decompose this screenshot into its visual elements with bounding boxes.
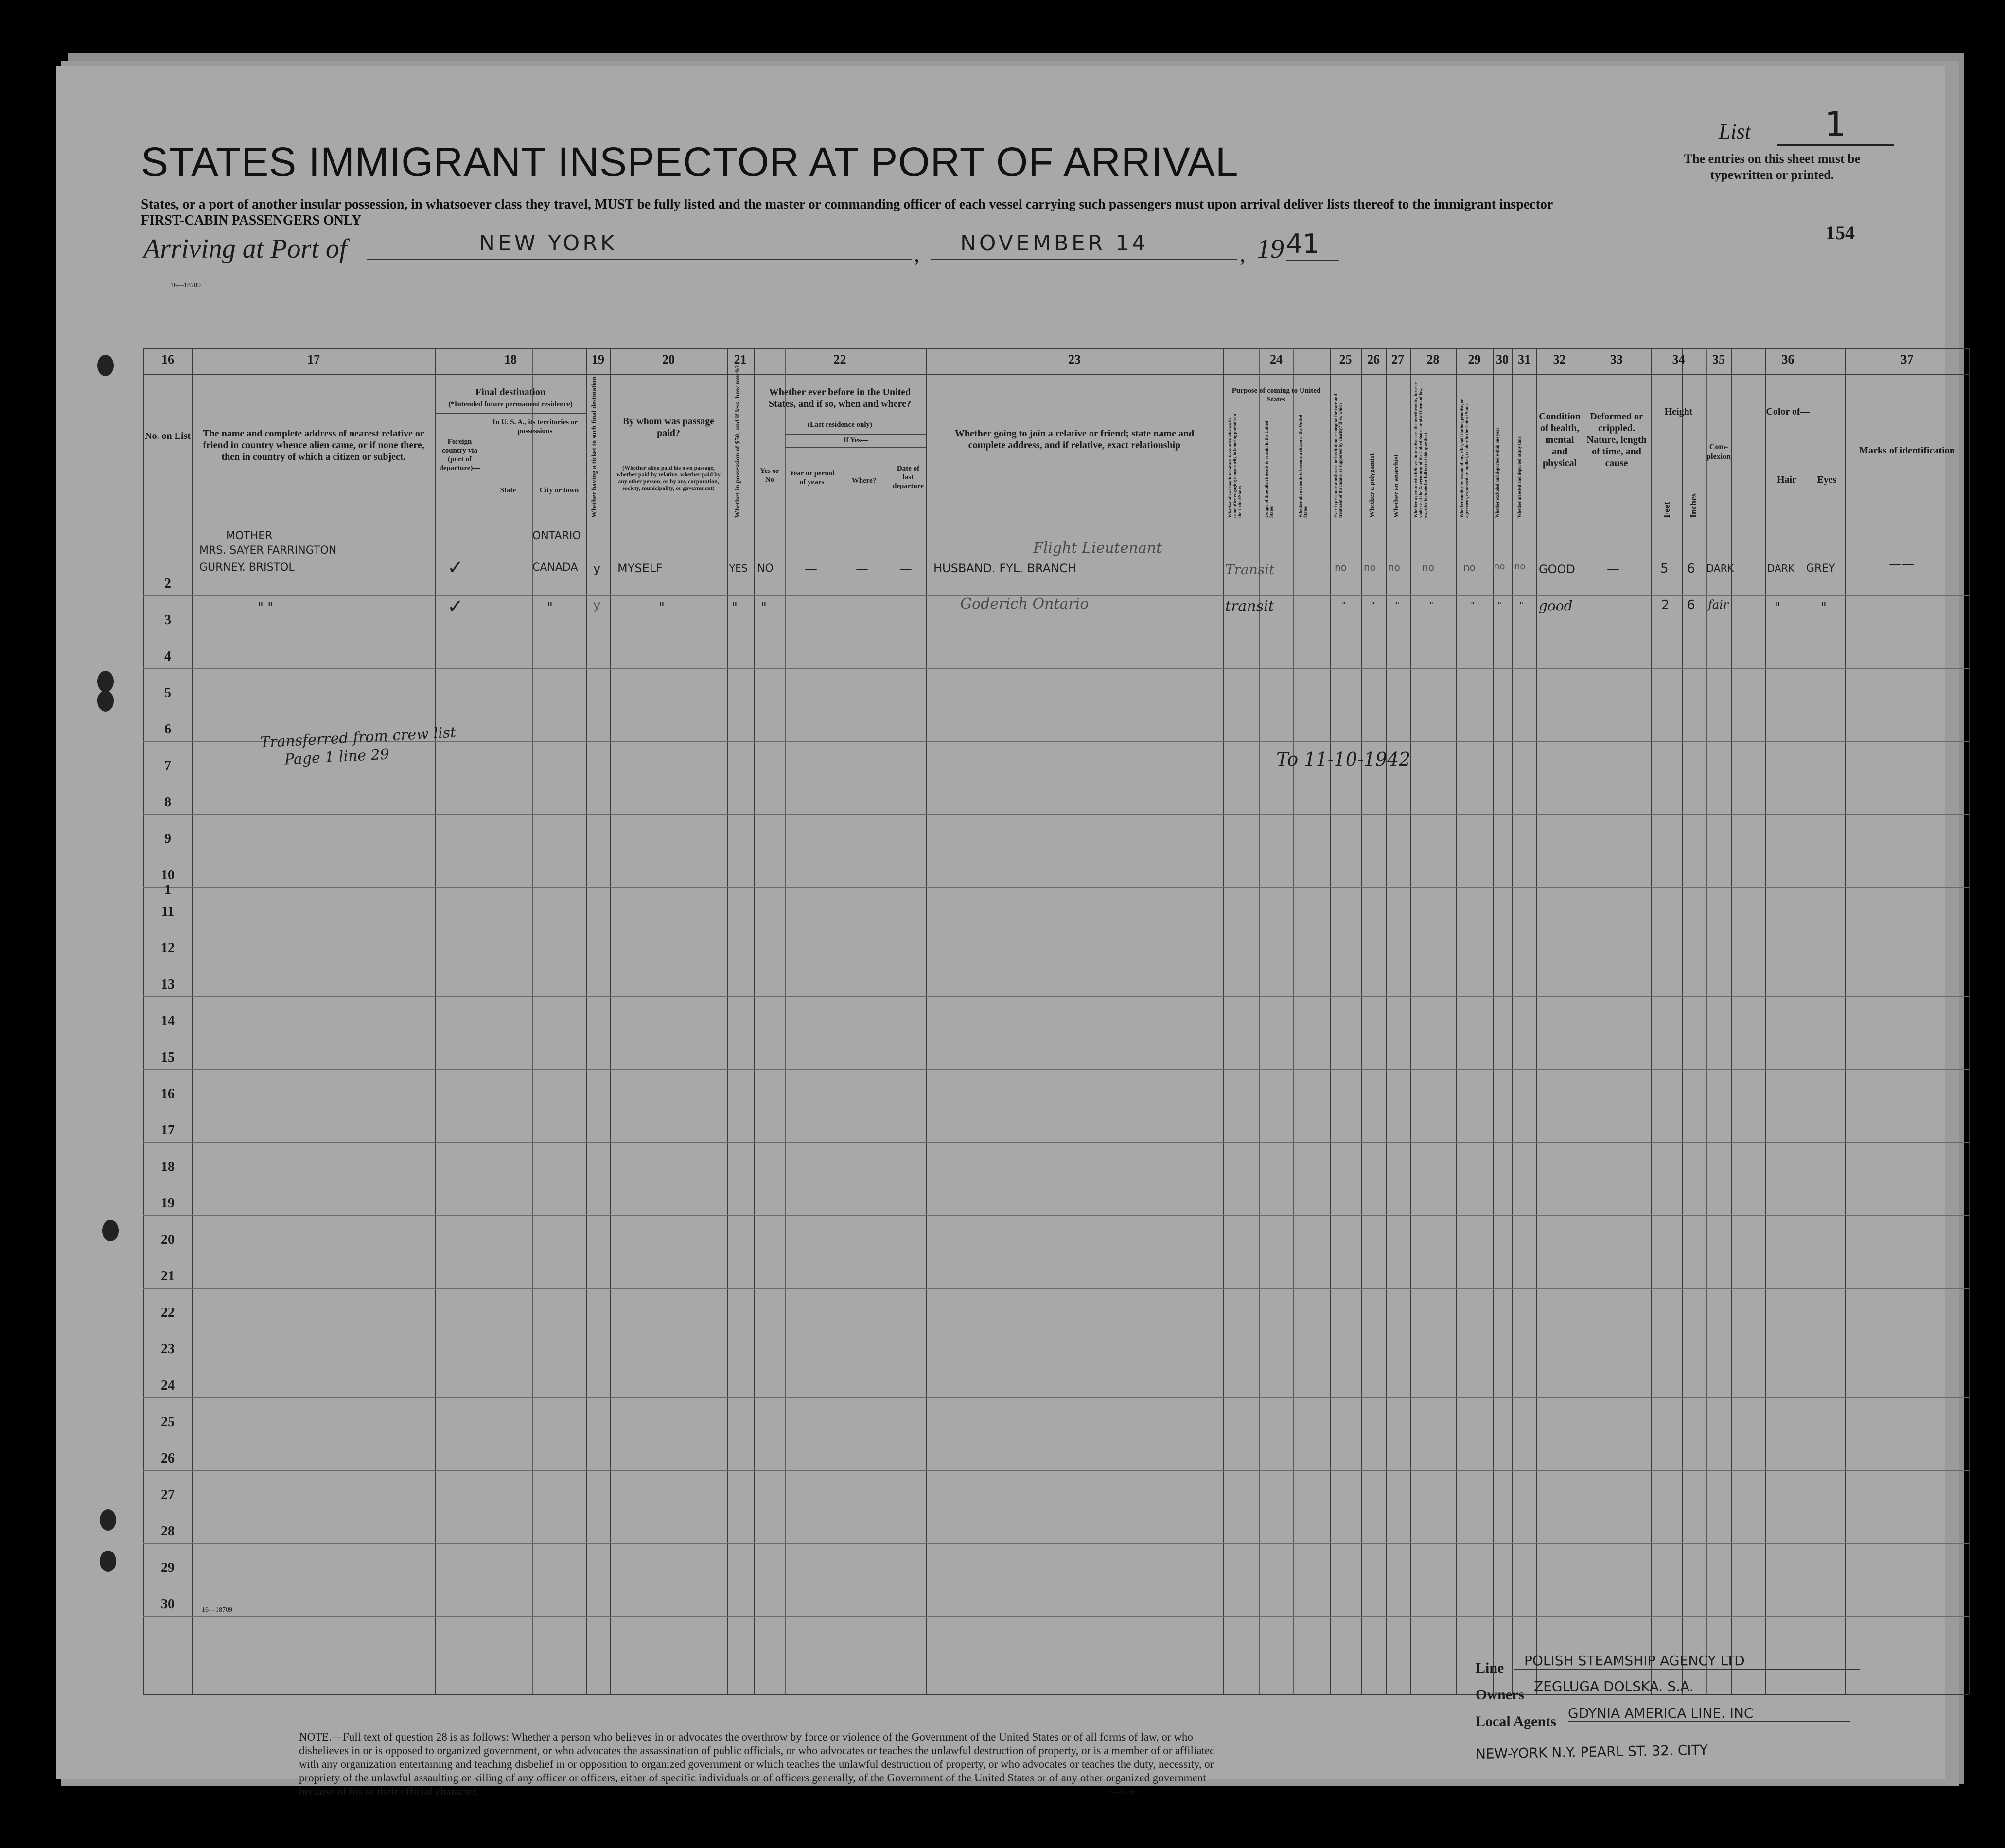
column-line (1706, 348, 1707, 1694)
column-number: 17 (307, 352, 320, 366)
port-field: NEW YORK (367, 231, 912, 260)
date-field: NOVEMBER 14 (931, 231, 1237, 260)
column-number: 37 (1900, 352, 1914, 366)
column-number: 16 (161, 352, 174, 366)
column-line (1223, 348, 1224, 1694)
header-nearest-relative: The name and complete address of nearest relative or friend in country whence alien came, or if none there, then in country of which a citizen or subject. (203, 428, 424, 462)
class-line: FIRST-CABIN PASSENGERS ONLY (141, 213, 362, 228)
row1-c28: no (1422, 561, 1434, 573)
header-where: Where? (851, 477, 877, 485)
form-number: 16—18709 (170, 282, 201, 289)
owners-label: Owners (1476, 1687, 1524, 1703)
row1-money: YES (729, 562, 748, 574)
column-line (1845, 348, 1846, 1694)
column-number: 35 (1712, 352, 1725, 366)
row2-state: " (547, 600, 553, 615)
row1-c26: no (1364, 561, 1376, 573)
row-number: 15 (161, 1050, 175, 1065)
row-line (143, 1470, 1969, 1471)
header-ever-before: Whether ever before in the United States, and if so, when and where? (769, 387, 911, 409)
row-number: 28 (161, 1524, 175, 1539)
column-line (1512, 348, 1513, 1694)
row-line (143, 1142, 1969, 1143)
footnote-question-28: NOTE.—Full text of question 28 is as follows: Whether a person who believes in or advocates the overthrow by force or violence of the Government of the United States or of all forms of law, or who disbelieves in or is opposed to organized government, or who advocates the assassination of public officials, or who advocates or teaches the unlawful destruction of property, or is a member of or affiliated with any organization entertaining and teaching disbelief in or opposition to organized government or which teaches the unlawful destruction of property, or who advocates or teaches the duty, necessity, or propriety of the unlawful assaulting or killing of any officer or officers, either of specific individuals or of officers generally, of the Government of the United States or of any other organized government because of his or their official character. (299, 1731, 1215, 1797)
row-line (143, 996, 1969, 997)
row2-c29: " (1471, 600, 1475, 610)
header-city: City or town (539, 487, 579, 494)
column-line (1682, 348, 1683, 1694)
row-line (143, 1288, 1969, 1289)
column-line (727, 348, 728, 1694)
column-line (192, 348, 193, 1694)
page-title: STATES IMMIGRANT INSPECTOR AT PORT OF ARRIVAL (141, 139, 1239, 185)
punch-hole (97, 355, 114, 376)
form-number-bottom: 16—18709 (202, 1606, 232, 1614)
row-number: 13 (161, 977, 175, 992)
column-line (1330, 348, 1331, 1694)
row1-joining: HUSBAND. FYL. BRANCH (933, 561, 1076, 575)
row-number: 17 (161, 1123, 175, 1138)
row1-c29: no (1463, 561, 1476, 573)
row2-c25: " (1342, 600, 1346, 610)
header-marks: Marks of identification (1859, 445, 1955, 456)
column-number: 18 (504, 352, 517, 366)
header-date-departure: Date of last departure (893, 465, 924, 490)
row-number: 23 (161, 1342, 175, 1357)
header-arrested: Whether arrested and deported at any time (1517, 436, 1522, 518)
year-suffix: 41 (1286, 228, 1339, 261)
row1-complexion: DARK (1706, 562, 1734, 574)
row-number: 4 (164, 649, 171, 664)
row-number: 16 (161, 1086, 175, 1101)
column-line (1361, 348, 1362, 1694)
row1-foreign-country: ✓ (447, 557, 464, 579)
header-labor-offer: Whether coming by reason of any offer, solicitation, promise, or agreement, expressed or implied, to labor in the United States (1460, 399, 1469, 518)
column-number: 28 (1426, 352, 1440, 366)
header-deformed: Deformed or crippled. Nature, length of time, and cause (1586, 411, 1647, 469)
row2-complexion: fair (1708, 598, 1729, 611)
row1-where: — (856, 561, 868, 576)
header-state: State (500, 487, 516, 494)
column-line (1410, 348, 1411, 1694)
header-in-usa: In U. S. A., its territories or possessions (492, 418, 578, 435)
column-number: 31 (1518, 352, 1530, 366)
row2-c31: " (1519, 600, 1524, 610)
row2-feet: 2 (1661, 598, 1670, 612)
header-purpose-citizen: Whether alien intends to become a citizen of the United States (1298, 414, 1308, 518)
row2-c28: " (1429, 600, 1434, 610)
punch-hole (100, 1551, 116, 1572)
column-number: 22 (833, 352, 846, 366)
column-number: 24 (1270, 352, 1283, 366)
header-joining-relative: Whether going to join a relative or friend; state name and complete address, and if relative, exact relationship (954, 428, 1195, 451)
row-line (143, 1069, 1969, 1070)
column-number: 19 (592, 352, 604, 366)
row-number: 11 (161, 904, 175, 919)
column-line (532, 348, 533, 1694)
row2-paid-by: " (659, 600, 665, 615)
row1-departure: — (899, 561, 912, 576)
owners-value: ZEGLUGA DOLSKA. S.A. (1534, 1678, 1850, 1695)
column-number: 23 (1068, 352, 1081, 366)
row2-yes-no: " (761, 600, 767, 615)
row2-c30: " (1497, 600, 1502, 610)
row-number: 21 (161, 1269, 175, 1284)
row-line (143, 1397, 1969, 1398)
header-polygamist: Whether a polygamist (1369, 453, 1376, 518)
row1-state: ONTARIO (532, 530, 581, 542)
row1-purpose: Transit (1225, 561, 1275, 577)
row-number: 18 (161, 1159, 175, 1174)
arriving-label: Arriving at Port of (143, 234, 347, 264)
column-line (1386, 348, 1387, 1694)
line-value: POLISH STEAMSHIP AGENCY LTD (1514, 1653, 1860, 1670)
row1-deformed: — (1607, 561, 1619, 576)
header-divider (435, 413, 586, 414)
column-number: 32 (1553, 352, 1566, 366)
row1-inches: 6 (1687, 561, 1695, 576)
punch-hole (102, 1220, 119, 1241)
row1-c30: no (1494, 561, 1505, 572)
header-hair: Hair (1777, 474, 1796, 485)
row1-city: CANADA (532, 561, 578, 574)
column-line (1969, 348, 1970, 1694)
column-number: 30 (1496, 352, 1509, 366)
column-line (1651, 348, 1652, 1694)
table-border (143, 348, 1969, 349)
row-number: 10 (161, 868, 175, 883)
row-line (143, 1215, 1969, 1216)
manifest-sheet (56, 66, 1955, 1797)
row1-c25: no (1335, 561, 1347, 573)
row-number: 6 (164, 722, 171, 737)
row1-paid-by: MYSELF (617, 561, 663, 575)
row-number: 2 (164, 576, 171, 591)
row-line (143, 1616, 1969, 1617)
page-subtitle: States, or a port of another insular possession, in whatsoever class they travel, MUST be fully listed and the master or commanding officer of each vessel carrying such passengers must upon arrival deliver lists thereof to the immigrant inspector (141, 197, 1553, 212)
header-prison: Ever in prison or almshouse, or institution or hospital for care and treatment of the insane, or supported by charity? If so, which (1333, 394, 1343, 518)
row1-c27: no (1388, 561, 1400, 573)
row-number: 8 (164, 795, 171, 810)
row2-c27: " (1395, 600, 1400, 610)
column-number: 20 (662, 352, 675, 366)
row-number: 9 (164, 831, 171, 846)
list-label: List (1719, 120, 1751, 143)
column-number: 21 (734, 352, 747, 366)
row1-yes-no: NO (757, 562, 774, 575)
column-line (754, 348, 755, 1694)
header-color-of: Color of— (1766, 406, 1810, 417)
punch-hole (97, 693, 112, 707)
year-prefix: 19 (1257, 234, 1284, 264)
header-no-on-list: No. on List (145, 431, 191, 441)
column-number: 34 (1672, 352, 1685, 366)
header-excluded: Whether excluded and deported within one year (1495, 427, 1500, 518)
row1-ticket: y (593, 561, 601, 576)
row-number: 26 (161, 1451, 175, 1466)
header-divider (785, 447, 926, 448)
column-number: 25 (1339, 352, 1352, 366)
header-final-destination: Final destination (475, 387, 545, 398)
column-number: 26 (1367, 352, 1380, 366)
form-number-footer: 16—18709 (1106, 1789, 1137, 1796)
column-line (1293, 348, 1294, 1694)
header-if-yes: If Yes— (843, 436, 868, 444)
header-purpose: Purpose of coming to United States (1231, 387, 1321, 403)
row-number: 27 (161, 1487, 175, 1502)
row1-relationship: MOTHER (226, 530, 273, 542)
row-number: 29 (161, 1560, 175, 1575)
header-feet: Feet (1662, 502, 1671, 518)
row-number: 22 (161, 1305, 175, 1320)
column-line (926, 348, 927, 1694)
row-number: 20 (161, 1232, 175, 1247)
row1-hair: DARK (1767, 562, 1794, 574)
row-number: 30 (161, 1597, 175, 1612)
comma: , (1240, 241, 1246, 267)
header-yes-no: Yes or No (760, 467, 779, 484)
line-label: Line (1476, 1660, 1504, 1676)
row-line (143, 814, 1969, 815)
header-final-destination-note: (*Intended future permanent residence) (448, 401, 573, 408)
header-height: Height (1664, 406, 1693, 417)
row1-relative-name: MRS. SAYER FARRINGTON (199, 544, 337, 557)
list-number: 1 (1777, 105, 1894, 146)
column-number: 27 (1391, 352, 1404, 366)
column-line (1536, 348, 1537, 1694)
row1-relative-address: GURNEY. BRISTOL (199, 561, 295, 574)
header-overthrow: Whether a person who believes in or advocates the overthrow by force or violence of the Government of the United States or of all forms of law, etc. (See footnote for full text of this question) (1413, 382, 1428, 518)
row2-foreign-country: ✓ (447, 595, 464, 618)
entries-note: The entries on this sheet must be typewritten or printed. (1684, 152, 1861, 182)
row1-c31: no (1514, 561, 1526, 572)
header-by-whom-paid-note: (Whether alien paid his own passage, whether paid by relative, whether paid by any other person, or by any corporation, society, municipality, or government) (616, 464, 721, 491)
row2-joining: Goderich Ontario (960, 595, 1089, 612)
column-number: 29 (1468, 352, 1481, 366)
column-line (1493, 348, 1494, 1694)
header-anarchist: Whether an anarchist (1393, 454, 1400, 518)
row2-inches: 6 (1687, 598, 1695, 612)
row-number: 3 (164, 612, 171, 628)
header-eyes: Eyes (1817, 474, 1837, 485)
column-line (610, 348, 611, 1694)
row2-c26: " (1371, 600, 1375, 610)
header-divider (785, 434, 926, 435)
column-line (1731, 348, 1732, 1694)
header-purpose-return: Whether alien intends to return to country whence he came after engaging temporarily in laboring pursuits in the United States (1228, 414, 1242, 518)
transfer-note-line1: Transferred from crew list (260, 724, 457, 751)
page-number: 154 (1826, 222, 1855, 244)
row-number: 19 (161, 1196, 175, 1211)
column-line (435, 348, 436, 1694)
header-inches: Inches (1688, 493, 1698, 518)
row1-years: — (805, 561, 817, 576)
header-last-residence: (Last residence only) (807, 421, 873, 429)
row1-feet: 5 (1660, 561, 1669, 576)
row2-relative: " " (258, 600, 274, 615)
row-number: 14 (161, 1013, 175, 1029)
header-ticket: Whether having a ticket to such final destination (591, 376, 598, 518)
row1-eyes: GREY (1806, 562, 1835, 575)
row2-health: good (1539, 598, 1573, 614)
punch-hole (100, 1509, 116, 1531)
table-border (143, 374, 1969, 375)
row-line (143, 887, 1969, 888)
column-line (1765, 348, 1766, 1694)
column-line (586, 348, 587, 1694)
column-number: 33 (1610, 352, 1623, 366)
transfer-note-line2: Page 1 line 29 (284, 746, 390, 768)
row2-purpose: transit (1225, 598, 1274, 615)
row-number: 25 (161, 1414, 175, 1430)
column-line (1456, 348, 1457, 1694)
header-year-period: Year or period of years (789, 470, 835, 486)
column-line (1259, 348, 1260, 1694)
row2-money: " (732, 600, 738, 615)
row2-eyes: " (1821, 600, 1827, 615)
agents-label: Local Agents (1476, 1713, 1556, 1729)
header-purpose-length: Length of time alien intends to remain in the United States (1264, 420, 1274, 518)
row2-hair: " (1775, 600, 1780, 615)
row-line (143, 1543, 1969, 1544)
row-number: 24 (161, 1378, 175, 1393)
punch-hole (97, 671, 114, 692)
row-line (143, 668, 1969, 669)
comma: , (914, 241, 920, 267)
column-line (785, 348, 786, 1694)
column-number: 36 (1781, 352, 1794, 366)
header-condition-health: Condition of health, mental and physical (1539, 411, 1581, 469)
manifest-table (143, 348, 1969, 1694)
row-number: 1 (164, 882, 171, 897)
header-foreign-country: Foreign country via (port of departure)— (439, 438, 480, 472)
row-number: 7 (164, 758, 171, 773)
row2-ticket: y (593, 598, 601, 612)
date-stamp: To 11-10-1942 (1276, 749, 1411, 770)
row-number: 5 (164, 685, 171, 700)
header-complexion: Com- plexion (1706, 443, 1731, 461)
agents-value: GDYNIA AMERICA LINE. INC (1568, 1705, 1850, 1722)
row1-marks: —— (1889, 557, 1914, 571)
header-possession-50: Whether in possession of $50, and if less, how much? (734, 365, 741, 518)
agents-address: NEW-YORK N.Y. PEARL ST. 32. CITY (1475, 1742, 1708, 1762)
row1-health: GOOD (1539, 562, 1575, 576)
header-by-whom-paid: By whom was passage paid? (622, 416, 715, 438)
row1-rank: Flight Lieutenant (1033, 540, 1162, 557)
row-number: 12 (161, 941, 175, 956)
